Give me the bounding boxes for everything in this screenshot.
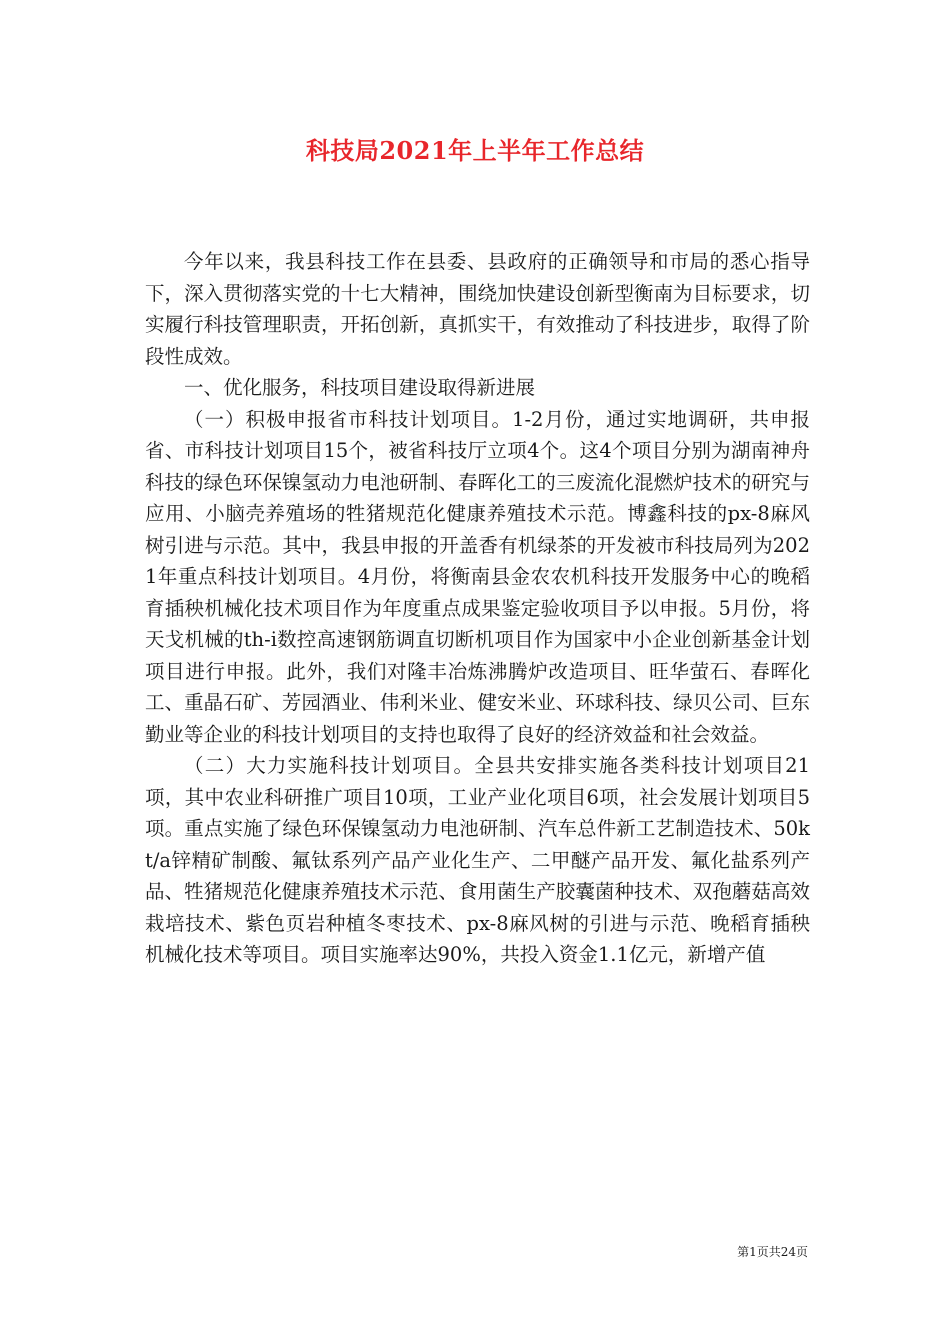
document-body bbox=[145, 246, 810, 971]
paragraph-intro: 今年以来，我县科技工作在县委、县政府的正确领导和市局的悉心指导下，深入贯彻落实党的十七大精神，围绕加快建设创新型衡南为目标要求，切实履行科技管理职责，开拓创新，真抓实干，有效推动了科技进步，取得了阶段性成效。 bbox=[145, 250, 810, 368]
page-number-footer: 第1页共24页 bbox=[737, 1245, 808, 1259]
paragraph-subsection-1: （一）积极申报省市科技计划项目。1-2月份，通过实地调研，共申报省、市科技计划项目15个，被省科技厅立项4个。这4个项目分别为湖南神舟科技的绿色环保镍氢动力电池研制、春晖化工的三废流化混燃炉技术的研究与应用、小脑壳养殖场的牲猪规范化健康养殖技术示范。博鑫科技的px-8麻风树引进与示范。其中，我县申报的开盖香有机绿茶的开发被市科技局列为2021年重点科技计划项目。4月份，将衡南县金农农机科技开发服务中心的晚稻育插秧机械化技术项目作为年度重点成果鉴定验收项目予以申报。5月份，将天戈机械的th-i数控高速钢筋调直切断机项目作为国家中小企业创新基金计划项目进行申报。此外，我们对隆丰冶炼沸腾炉改造项目、旺华萤石、春晖化工、重晶石矿、芳园酒业、伟利米业、健安米业、环球科技、绿贝公司、巨东勤业等企业的科技计划项目的支持也取得了良好的经济效益和社会效益。 bbox=[145, 407, 810, 746]
paragraph-subsection-2: （二）大力实施科技计划项目。全县共安排实施各类科技计划项目21项，其中农业科研推广项目10项，工业产业化项目6项，社会发展计划项目5项。重点实施了绿色环保镍氢动力电池研制、汽车总件新工艺制造技术、50kt/a锌精矿制酸、氟钛系列产品产业化生产、二甲醚产品开发、氟化盐系列产品、牲猪规范化健康养殖技术示范、食用菌生产胶囊菌种技术、双孢蘑菇高效栽培技术、紫色页岩种植冬枣技术、px-8麻风树的引进与示范、晚稻育插秧机械化技术等项目。项目实施率达90%，共投入资金1.1亿元，新增产值 bbox=[145, 754, 810, 966]
section-heading-1: 一、优化服务，科技项目建设取得新进展 bbox=[184, 376, 536, 399]
document-title: 科技局2021年上半年工作总结 bbox=[305, 136, 645, 165]
